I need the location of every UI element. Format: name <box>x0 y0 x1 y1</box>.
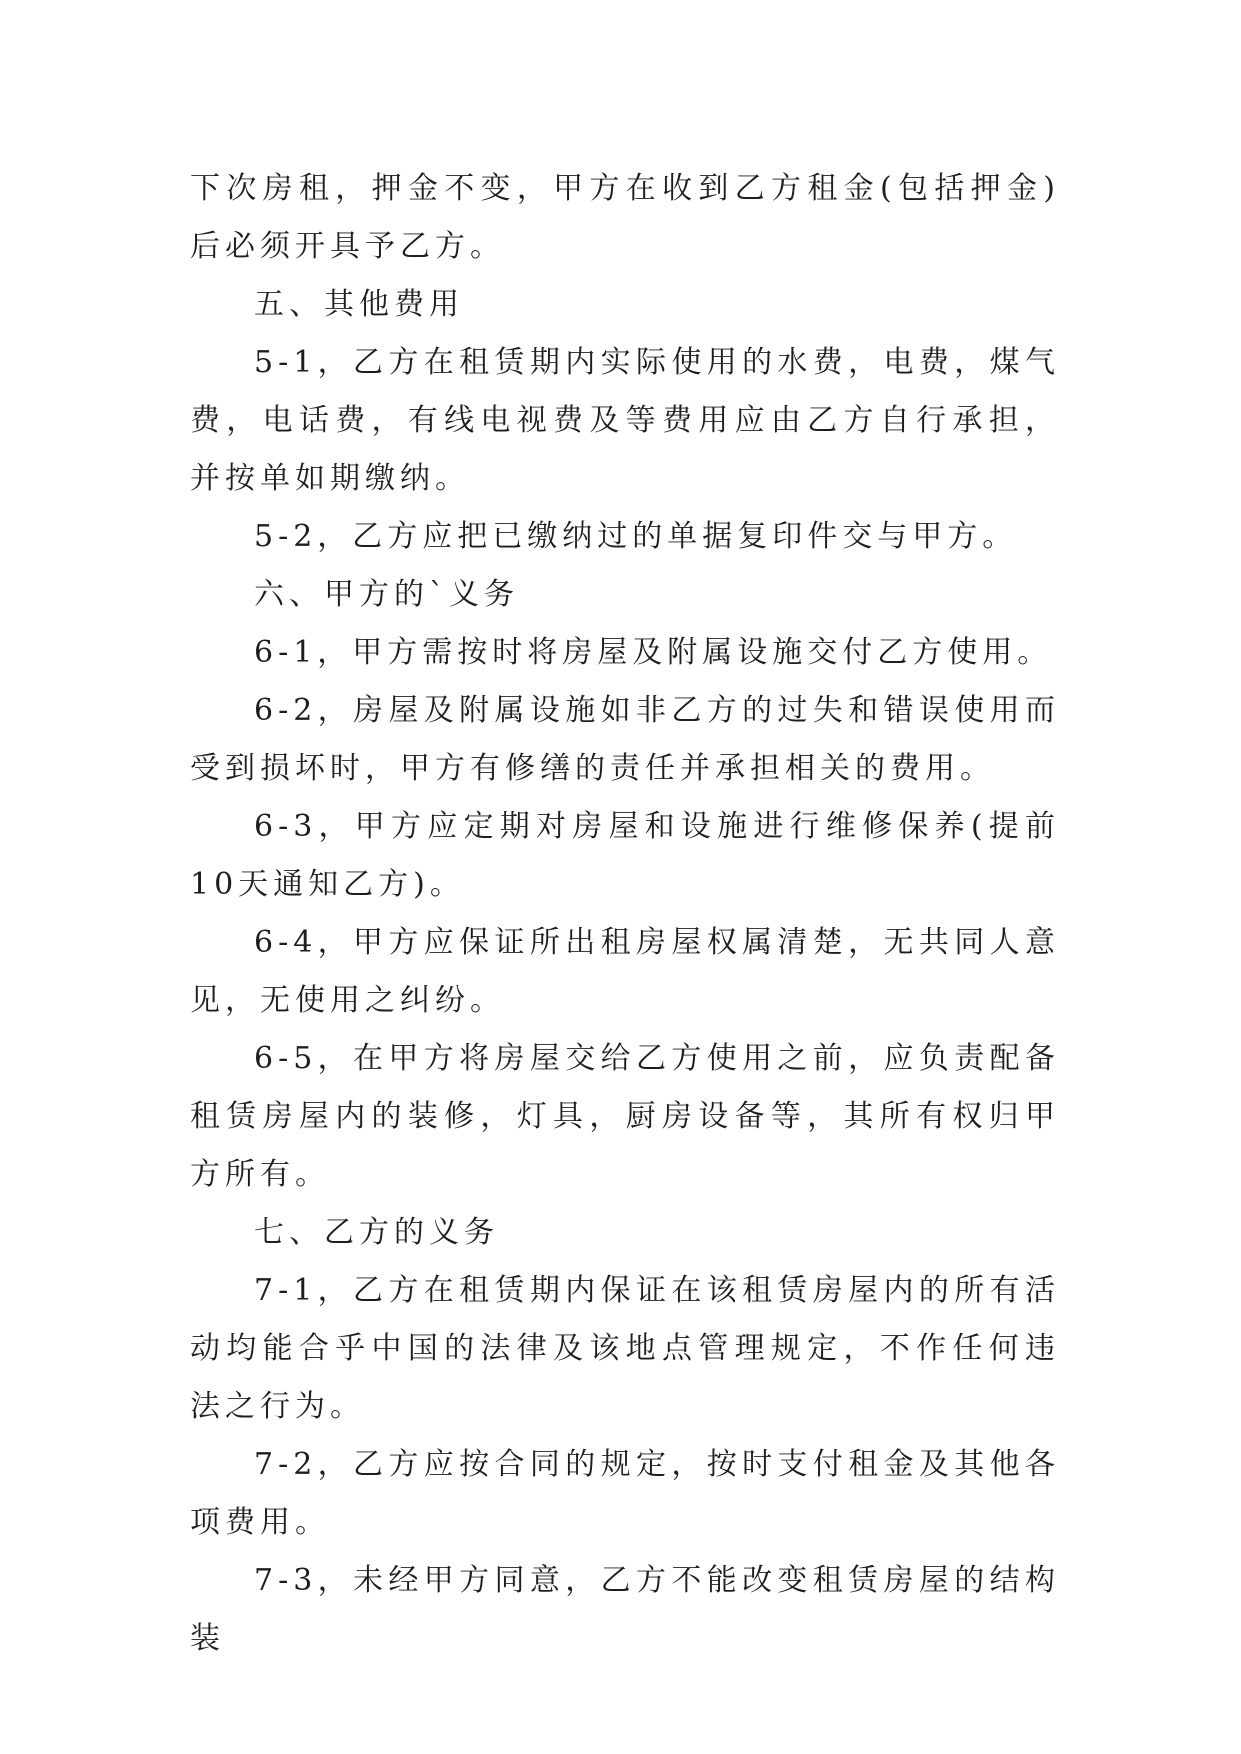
paragraph: 7-1，乙方在租赁期内保证在该租赁房屋内的所有活动均能合乎中国的法律及该地点管理规定，不作任何违法之行为。 <box>190 1273 1060 1424</box>
paragraph: 6-5，在甲方将房屋交给乙方使用之前，应负责配备租赁房屋内的装修，灯具，厨房设备等，其所有权归甲方所有。 <box>190 1041 1060 1192</box>
paragraph: 6-4，甲方应保证所出租房屋权属清楚，无共同人意见，无使用之纠纷。 <box>190 925 1060 1018</box>
section-heading: 七、乙方的义务 <box>254 1215 499 1250</box>
section-heading: 六、甲方的`义务 <box>254 577 519 612</box>
paragraph: 6-2，房屋及附属设施如非乙方的过失和错误使用而受到损坏时，甲方有修缮的责任并承担相关的费用。 <box>190 693 1060 786</box>
paragraph: 下次房租，押金不变，甲方在收到乙方租金(包括押金)后必须开具予乙方。 <box>190 171 1060 264</box>
paragraph: 5-1，乙方在租赁期内实际使用的水费，电费，煤气费，电话费，有线电视费及等费用应由乙方自行承担，并按单如期缴纳。 <box>190 345 1060 496</box>
paragraph: 7-2，乙方应按合同的规定，按时支付租金及其他各项费用。 <box>190 1447 1060 1540</box>
document-body <box>190 160 1060 1668</box>
paragraph: 6-3，甲方应定期对房屋和设施进行维修保养(提前10天通知乙方)。 <box>190 809 1060 902</box>
paragraph: 7-3，未经甲方同意，乙方不能改变租赁房屋的结构装 <box>190 1563 1060 1656</box>
paragraph: 6-1，甲方需按时将房屋及附属设施交付乙方使用。 <box>254 635 1053 670</box>
section-heading: 五、其他费用 <box>254 287 464 322</box>
paragraph: 5-2，乙方应把已缴纳过的单据复印件交与甲方。 <box>254 519 1018 554</box>
